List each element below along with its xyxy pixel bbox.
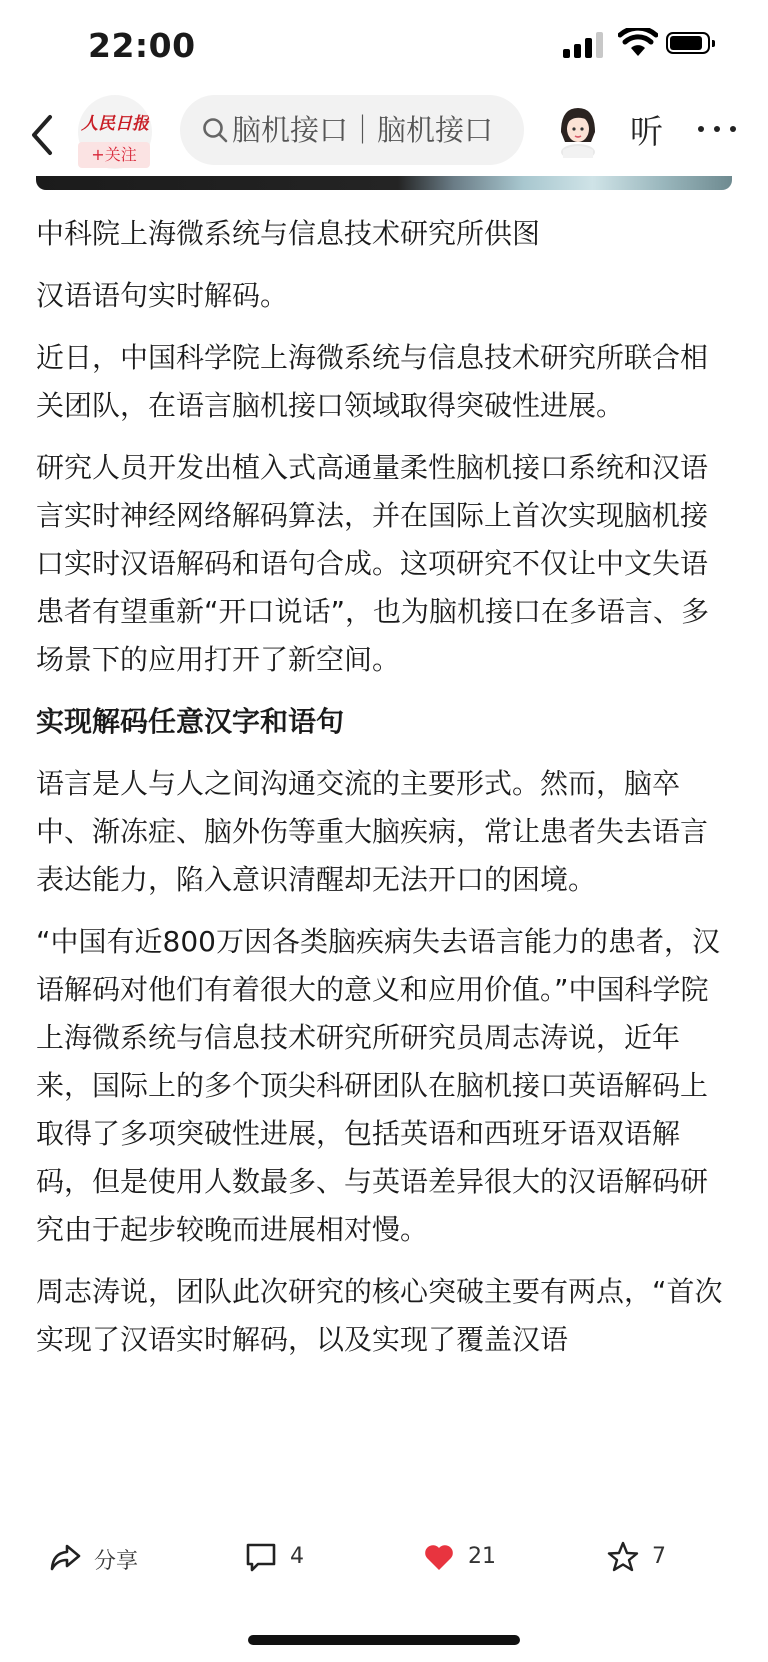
article-image	[36, 176, 732, 190]
chevron-left-icon[interactable]	[28, 112, 58, 158]
more-icon[interactable]	[698, 126, 738, 134]
article-paragraph: 汉语语句实时解码。	[36, 279, 289, 312]
favorite-count: 7	[652, 1544, 666, 1569]
like-count: 21	[468, 1544, 496, 1569]
share-label: 分享	[94, 1549, 139, 1574]
article-paragraph: “中国有近800万因各类脑疾病失去语言能力的患者，汉语解码对他们有着很大的意义和应用价值。”中国科学院上海微系统与信息技术研究所研究员周志涛说，近年来，国际上的多个顶尖科研团队在脑机接口英语解码上取得了多项突破性进展，包括英语和西班牙语双语解码，但是使用人数最多、与英语差异很大的汉语解码研究由于起步较晚而进展相对慢。	[36, 925, 720, 1246]
share-button[interactable]	[48, 1540, 158, 1580]
status-bar	[0, 0, 768, 92]
favorite-button[interactable]	[606, 1540, 676, 1580]
like-button[interactable]	[422, 1540, 512, 1580]
article-paragraph: 研究人员开发出植入式高通量柔性脑机接口系统和汉语言实时神经网络解码算法，并在国际上首次实现脑机接口实时汉语解码和语句合成。这项研究不仅让中文失语患者有望重新“开口说话”，也为脑机接口在多语言、多场景下的应用打开了新空间。	[36, 451, 710, 676]
comment-count: 4	[290, 1544, 304, 1569]
share-icon	[48, 1540, 82, 1574]
article-paragraph: 周志涛说，团队此次研究的核心突破主要有两点，“首次实现了汉语实时解码，以及实现了覆盖汉语	[36, 1275, 723, 1356]
status-time: 22:00	[88, 26, 196, 65]
listen-button[interactable]: 听	[630, 112, 663, 151]
heart-icon	[422, 1540, 456, 1574]
follow-button[interactable]: +关注	[78, 142, 150, 168]
home-indicator	[248, 1635, 520, 1645]
image-caption: 中科院上海微系统与信息技术研究所供图	[36, 217, 541, 250]
section-heading: 实现解码任意汉字和语句	[36, 705, 345, 738]
avatar-icon[interactable]	[553, 102, 603, 158]
search-bar[interactable]	[180, 95, 524, 165]
search-query-text: 脑机接口｜脑机接口	[232, 113, 494, 147]
article-body	[36, 210, 732, 1378]
star-icon	[606, 1540, 640, 1574]
comment-icon	[244, 1540, 278, 1574]
bottom-action-bar	[0, 1518, 768, 1604]
battery-icon	[666, 32, 710, 54]
top-nav-bar	[0, 92, 768, 178]
publisher-logo-text: 人民日报	[81, 114, 149, 134]
article-paragraph: 语言是人与人之间沟通交流的主要形式。然而，脑卒中、渐冻症、脑外伤等重大脑疾病，常让患者失去语言表达能力，陷入意识清醒却无法开口的困境。	[36, 767, 709, 896]
search-icon	[202, 117, 228, 143]
wifi-icon	[618, 28, 658, 58]
signal-icon	[563, 30, 607, 58]
article-paragraph: 近日，中国科学院上海微系统与信息技术研究所联合相关团队，在语言脑机接口领域取得突破性进展。	[36, 341, 709, 422]
comment-button[interactable]	[244, 1540, 324, 1580]
